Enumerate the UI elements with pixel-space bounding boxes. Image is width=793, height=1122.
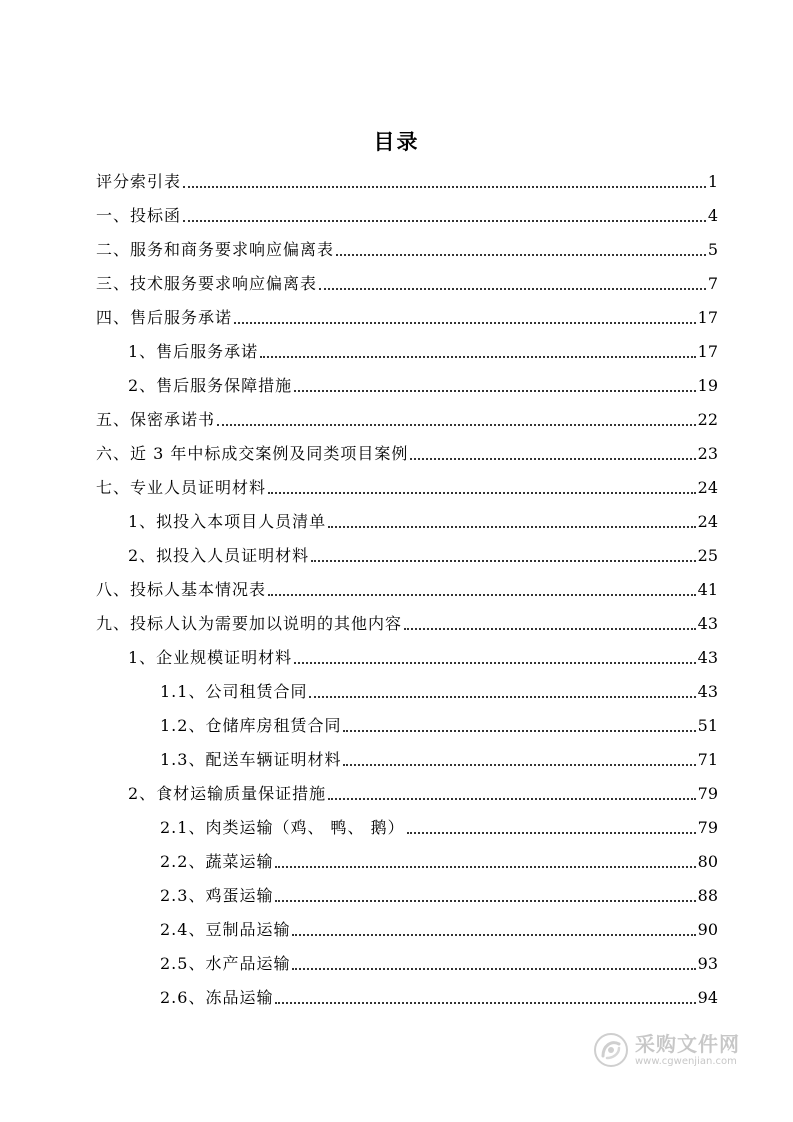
toc-entry-page: 80: [697, 852, 718, 871]
toc-entry[interactable]: [128, 508, 718, 532]
toc-entry-label: 2.6、冻品运输: [160, 988, 274, 1007]
toc-entry[interactable]: [128, 644, 718, 668]
cgwenjian-logo-icon: [593, 1032, 629, 1068]
toc-entry-label: 九、投标人认为需要加以说明的其他内容: [96, 614, 403, 633]
toc-entry[interactable]: [128, 542, 718, 566]
toc-entry-label: 1.1、公司租赁合同: [160, 682, 308, 701]
toc-leader-dots: [292, 934, 695, 936]
toc-entry[interactable]: [96, 474, 718, 498]
toc-entry[interactable]: [160, 848, 718, 872]
toc-entry[interactable]: [96, 270, 718, 294]
toc-leader-dots: [268, 594, 696, 596]
toc-leader-dots: [309, 696, 695, 698]
toc-entry-page: 17: [697, 308, 718, 327]
toc-entry-page: 51: [697, 716, 718, 735]
toc-leader-dots: [260, 356, 695, 358]
toc-entry-label: 三、技术服务要求响应偏离表: [96, 274, 318, 293]
toc-leader-dots: [319, 288, 706, 290]
toc-entry-label: 2.1、肉类运输（鸡、 鸭、 鹅）: [160, 818, 405, 837]
toc-entry[interactable]: [96, 610, 718, 634]
toc-leader-dots: [343, 764, 695, 766]
toc-entry-page: 24: [697, 512, 718, 531]
toc-entry-page: 71: [697, 750, 718, 769]
toc-entry-label: 1.3、配送车辆证明材料: [160, 750, 342, 769]
toc-entry-page: 93: [697, 954, 718, 973]
toc-entry-label: 二、服务和商务要求响应偏离表: [96, 240, 335, 259]
toc-entry-page: 43: [697, 648, 718, 667]
toc-entry[interactable]: [160, 950, 718, 974]
toc-entry-page: 94: [697, 988, 718, 1007]
toc-entry[interactable]: [160, 984, 718, 1008]
toc-entry-label: 1、拟投入本项目人员清单: [128, 512, 327, 531]
toc-entry[interactable]: [160, 712, 718, 736]
toc-leader-dots: [183, 186, 706, 188]
toc-entry-page: 25: [697, 546, 718, 565]
toc-entry[interactable]: [96, 202, 718, 226]
toc-entry[interactable]: [160, 746, 718, 770]
toc-entry[interactable]: [160, 882, 718, 906]
watermark: [593, 1030, 753, 1070]
toc-leader-dots: [410, 458, 695, 460]
toc-leader-dots: [275, 900, 695, 902]
toc-leader-dots: [311, 560, 695, 562]
page-title: 目录: [373, 130, 420, 154]
toc-entry-page: 7: [707, 274, 718, 293]
toc-entry-label: 2、食材运输质量保证措施: [128, 784, 327, 803]
toc-leader-dots: [336, 254, 706, 256]
toc-entry[interactable]: [160, 678, 718, 702]
toc-leader-dots: [294, 390, 695, 392]
toc-entry-label: 2.2、蔬菜运输: [160, 852, 274, 871]
toc-entry[interactable]: [128, 780, 718, 804]
toc-entry[interactable]: [96, 304, 718, 328]
toc-leader-dots: [234, 322, 696, 324]
toc-leader-dots: [407, 832, 696, 834]
toc-entry-page: 43: [697, 682, 718, 701]
toc-leader-dots: [268, 492, 696, 494]
toc-leader-dots: [343, 730, 695, 732]
toc-entry[interactable]: [96, 576, 718, 600]
toc-leader-dots: [292, 968, 695, 970]
toc-leader-dots: [294, 662, 695, 664]
toc-entry-label: 四、售后服务承诺: [96, 308, 233, 327]
toc-entry-page: 79: [697, 818, 718, 837]
toc-leader-dots: [217, 424, 696, 426]
toc-entry-label: 2.4、豆制品运输: [160, 920, 291, 939]
toc-entry-label: 1、企业规模证明材料: [128, 648, 293, 667]
toc-entry-label: 2、售后服务保障措施: [128, 376, 293, 395]
toc-entry-label: 八、投标人基本情况表: [96, 580, 267, 599]
toc-entry-label: 六、近 3 年中标成交案例及同类项目案例: [96, 444, 409, 463]
toc-entry-page: 19: [697, 376, 718, 395]
toc-entry-page: 1: [707, 172, 718, 191]
toc-leader-dots: [275, 1002, 695, 1004]
toc-leader-dots: [183, 220, 706, 222]
toc-entry-label: 2、拟投入人员证明材料: [128, 546, 310, 565]
toc-entry-page: 43: [697, 614, 718, 633]
toc-leader-dots: [328, 798, 695, 800]
toc-entry-page: 22: [697, 410, 718, 429]
toc-entry-page: 88: [697, 886, 718, 905]
toc-entry-label: 评分索引表: [96, 172, 182, 191]
toc-entry[interactable]: [96, 406, 718, 430]
toc-entry-page: 23: [697, 444, 718, 463]
toc-leader-dots: [275, 866, 695, 868]
toc-entry-page: 41: [697, 580, 718, 599]
toc-entry-page: 24: [697, 478, 718, 497]
watermark-name: 采购文件网: [635, 1031, 740, 1056]
toc-entry-page: 90: [697, 920, 718, 939]
toc-entry[interactable]: [128, 372, 718, 396]
toc-entry-label: 2.5、水产品运输: [160, 954, 291, 973]
toc-entry[interactable]: [96, 168, 718, 192]
toc-leader-dots: [328, 526, 695, 528]
toc-entry-label: 五、保密承诺书: [96, 410, 216, 429]
toc-entry-label: 七、专业人员证明材料: [96, 478, 267, 497]
toc-entry-page: 4: [707, 206, 718, 225]
toc-entry-label: 2.3、鸡蛋运输: [160, 886, 274, 905]
toc-entry-label: 一、投标函: [96, 206, 182, 225]
toc-entry-label: 1、售后服务承诺: [128, 342, 259, 361]
toc-entry[interactable]: [128, 338, 718, 362]
toc-entry[interactable]: [96, 440, 718, 464]
toc-entry[interactable]: [96, 236, 718, 260]
toc-leader-dots: [404, 628, 696, 630]
toc-entry[interactable]: [160, 916, 718, 940]
watermark-url: www.cgwenjian.com: [635, 1055, 737, 1067]
toc-entry-page: 5: [707, 240, 718, 259]
toc-entry-page: 79: [697, 784, 718, 803]
toc-entry-page: 17: [697, 342, 718, 361]
toc-entry[interactable]: [160, 814, 718, 838]
toc-entry-label: 1.2、仓储库房租赁合同: [160, 716, 342, 735]
